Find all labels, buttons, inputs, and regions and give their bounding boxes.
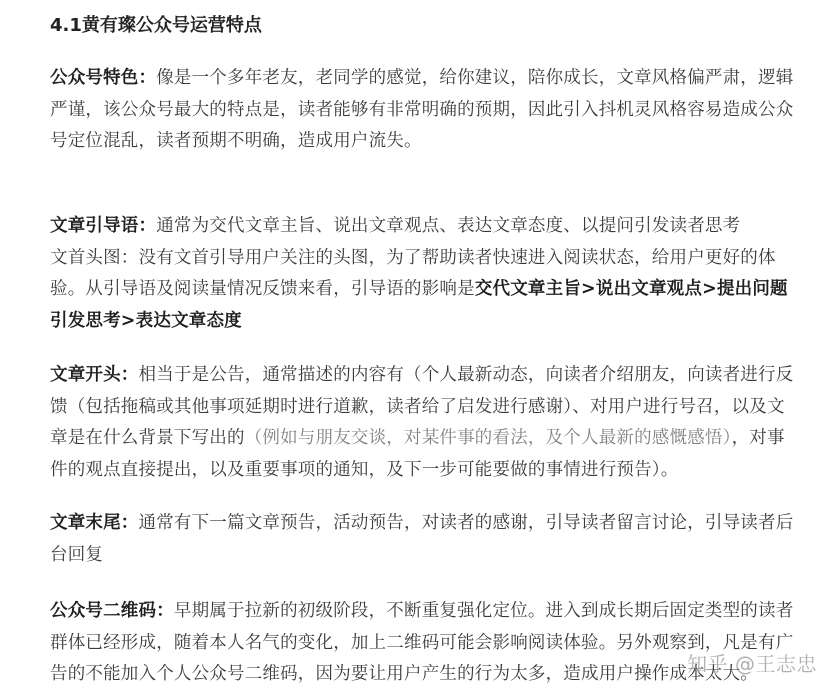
guide-text-2: 文首头图：没有文首引导用户关注的头图，为了帮助读者快速进入阅读状态，给用户更好的体 [50, 247, 776, 268]
ending-text-2: 台回复 [50, 544, 104, 565]
opening-text-1: 相当于是公告，通常描述的内容有（个人最新动态，向读者介绍朋友，向读者进行反 [138, 365, 794, 385]
qrcode-text-1: 早期属于拉新的初级阶段，不断重复强化定位。进入到成长期后固定类型的读者 [173, 601, 794, 621]
features-text-3: 号定位混乱，读者预期不明确，造成用户流失。 [50, 131, 422, 151]
guide-text-3: 验。从引导语及阅读量情况反馈来看，引导语的影响是 [50, 279, 475, 299]
opening-label: 文章开头： [50, 365, 139, 385]
zhihu-watermark: 知乎 @王志忠 [687, 652, 817, 676]
opening-text-2: 馈（包括拖稿或其他事项延期时进行道歉，读者给了启发进行感谢）、对用户进行号召，以及文 [50, 396, 785, 417]
features-text-1: 像是一个多年老友，老同学的感觉，给你建议，陪你成长，文章风格偏严肃，逻辑 [156, 68, 794, 88]
features-text-2: 严谨，该公众号最大的特点是，读者能够有非常明确的预期，因此引入抖机灵风格容易造成公众 [50, 99, 794, 120]
qrcode-label: 公众号二维码： [50, 601, 174, 621]
ending-label: 文章末尾： [50, 513, 139, 533]
guide-bold-3: 交代文章主旨>说出文章观点>提出问题 [474, 279, 788, 299]
guide-label: 文章引导语： [50, 216, 157, 236]
section-heading: 4.1黄有璨公众号运营特点 [50, 15, 262, 36]
guide-text-1: 通常为交代文章主旨、说出文章观点、表达文章态度、以提问引发读者思考 [156, 216, 741, 236]
opening-muted-3: （例如与朋友交谈，对某件事的看法，及个人最新的感慨感悟） [244, 428, 732, 448]
qrcode-text-2: 群体已经形成，随着本人名气的变化，加上二维码可能会影响阅读体验。另外观察到，凡是有广 [50, 632, 794, 653]
paragraph-features [50, 63, 802, 158]
qrcode-text-3: 告的不能加入个人公众号二维码，因为要让用户产生的行为太多，造成用户操作成本太大。 [50, 664, 758, 684]
opening-text-4: 件的观点直接提出，以及重要事项的通知，及下一步可能要做的事情进行预告）。 [50, 459, 679, 480]
features-label: 公众号特色： [50, 68, 157, 88]
guide-bold-4: 引发思考>表达文章态度 [50, 310, 242, 331]
opening-end-3: ，对事 [731, 428, 785, 448]
paragraph-ending [50, 508, 802, 571]
opening-text-3: 章是在什么背景下写出的 [50, 428, 245, 448]
paragraph-guide [50, 211, 802, 337]
paragraph-opening [50, 360, 802, 486]
ending-text-1: 通常有下一篇文章预告，活动预告，对读者的感谢，引导读者留言讨论，引导读者后 [138, 513, 794, 533]
